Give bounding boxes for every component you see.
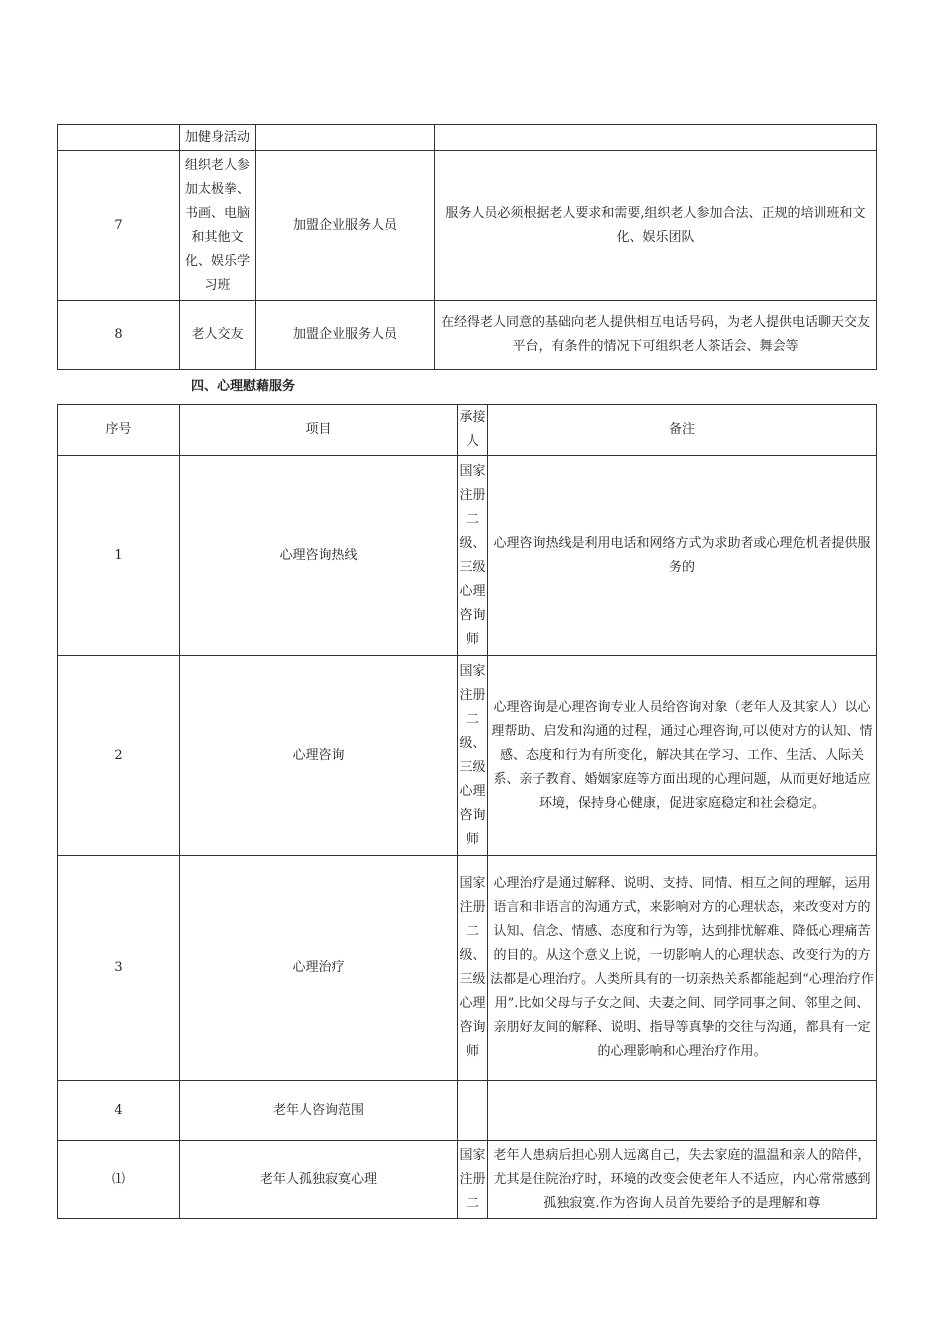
row-person: 国家注册二 xyxy=(458,1141,488,1219)
row-person xyxy=(458,1081,488,1141)
row-person: 加盟企业服务人员 xyxy=(256,301,435,370)
row-number: 1 xyxy=(58,456,180,656)
header-note: 备注 xyxy=(488,405,877,456)
row-note: 心理咨询热线是利用电话和网络方式为求助者或心理危机者提供服务的 xyxy=(488,456,877,656)
header-number: 序号 xyxy=(58,405,180,456)
table-row xyxy=(58,151,877,301)
row-note xyxy=(488,1081,877,1141)
row-person: 国家注册二级、三级心理咨询师 xyxy=(458,856,488,1081)
table-row xyxy=(58,1141,877,1219)
row-item: 心理治疗 xyxy=(180,856,458,1081)
header-person: 承接人 xyxy=(458,405,488,456)
service-table-continued xyxy=(57,124,877,370)
row-note xyxy=(435,125,877,151)
row-note: 心理治疗是通过解释、说明、支持、同情、相互之间的理解，运用语言和非语言的沟通方式，来影响对方的心理状态，来改变对方的认知、信念、情感、态度和行为等，达到排忧解难、降低心理痛苦的目的。从这个意义上说，一切影响人的心理状态、改变行为的方法都是心理治疗。人类所具有的一切亲热关系都能起到“心理治疗作用”.比如父母与子女之间、夫妻之间、同学同事之间、邻里之间、亲朋好友间的解释、说明、指导等真挚的交往与沟通，都具有一定的心理影响和心理治疗作用。 xyxy=(488,856,877,1081)
row-note: 服务人员必须根据老人要求和需要,组织老人参加合法、正规的培训班和文化、娱乐团队 xyxy=(435,151,877,301)
section-heading: 四、心理慰藉服务 xyxy=(191,379,296,394)
row-person xyxy=(256,125,435,151)
row-note: 在经得老人同意的基础向老人提供相互电话号码，为老人提供电话聊天交友平台，有条件的情况下可组织老人茶话会、舞会等 xyxy=(435,301,877,370)
psychological-service-table xyxy=(57,404,877,1219)
table-row xyxy=(58,1081,877,1141)
row-item: 老年人咨询范围 xyxy=(180,1081,458,1141)
table-row xyxy=(58,856,877,1081)
table-header-row xyxy=(58,405,877,456)
row-item: 心理咨询热线 xyxy=(180,456,458,656)
row-number: 3 xyxy=(58,856,180,1081)
row-number: ⑴ xyxy=(58,1141,180,1219)
row-item: 老年人孤独寂寞心理 xyxy=(180,1141,458,1219)
row-person: 国家注册二级、三级心理咨询师 xyxy=(458,656,488,856)
row-person: 国家注册二级、三级心理咨询师 xyxy=(458,456,488,656)
row-item: 老人交友 xyxy=(180,301,256,370)
row-person: 加盟企业服务人员 xyxy=(256,151,435,301)
row-number xyxy=(58,125,180,151)
row-note: 老年人患病后担心别人远离自己，失去家庭的温温和亲人的陪伴，尤其是住院治疗时，环境的改变会使老年人不适应，内心常常感到孤独寂寞.作为咨询人员首先要给予的是理解和尊 xyxy=(488,1141,877,1219)
row-number: 4 xyxy=(58,1081,180,1141)
row-item: 组织老人参加太极拳、书画、电脑和其他文化、娱乐学习班 xyxy=(180,151,256,301)
row-number: 7 xyxy=(58,151,180,301)
row-item: 加健身活动 xyxy=(180,125,256,151)
row-number: 2 xyxy=(58,656,180,856)
row-item: 心理咨询 xyxy=(180,656,458,856)
header-item: 项目 xyxy=(180,405,458,456)
row-number: 8 xyxy=(58,301,180,370)
table-row xyxy=(58,301,877,370)
table-row xyxy=(58,656,877,856)
table-row xyxy=(58,125,877,151)
table-row xyxy=(58,456,877,656)
row-note: 心理咨询是心理咨询专业人员给咨询对象（老年人及其家人）以心理帮助、启发和沟通的过程，通过心理咨询,可以使对方的认知、情感、态度和行为有所变化，解决其在学习、工作、生活、人际关系、亲子教育、婚姻家庭等方面出现的心理问题，从而更好地适应环境，保持身心健康，促进家庭稳定和社会稳定。 xyxy=(488,656,877,856)
